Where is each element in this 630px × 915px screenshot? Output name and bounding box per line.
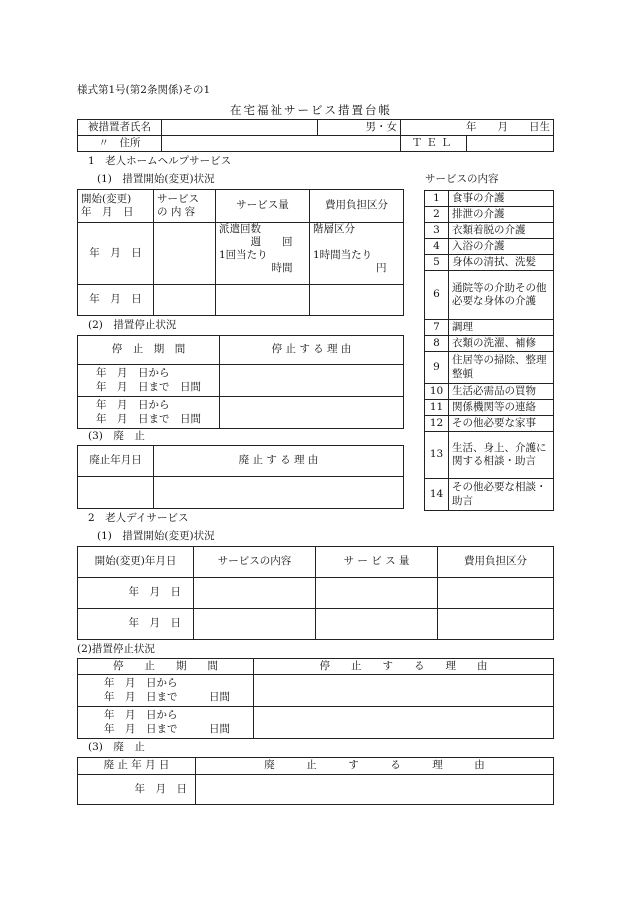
content-cell[interactable] xyxy=(154,223,216,285)
ds-reason-cell-2[interactable] xyxy=(254,707,554,739)
service-no: 2 xyxy=(425,207,449,223)
dayservice-start-table xyxy=(77,546,554,640)
service-item: 衣類の洗濯、補修 xyxy=(449,336,554,352)
ds-abolish-date-cell[interactable]: 年 月 日 xyxy=(78,775,196,805)
service-no: 11 xyxy=(425,400,449,416)
section1-sub2: (2) 措置停止状況 xyxy=(88,319,177,331)
section2-sub3: (3) 廃 止 xyxy=(88,741,145,753)
service-no: 5 xyxy=(425,255,449,271)
service-item: 住居等の掃除、整理整頓 xyxy=(449,352,554,384)
ds-period-header: 停 止 期 間 xyxy=(78,659,254,675)
service-no: 7 xyxy=(425,320,449,336)
service-item: 関係機関等の連絡 xyxy=(449,400,554,416)
ds-cost-cell-2[interactable] xyxy=(438,609,554,640)
ds-cost-header: 費用負担区分 xyxy=(438,547,554,578)
service-no: 3 xyxy=(425,223,449,239)
service-no: 12 xyxy=(425,416,449,432)
ds-start-date-cell[interactable]: 年 月 日 xyxy=(78,578,194,609)
birth-label[interactable]: 年 月 日生 xyxy=(401,120,554,136)
start-date-header: 開始(変更) 年 月 日 xyxy=(78,190,154,223)
service-no: 4 xyxy=(425,239,449,255)
ds-abolish-reason-cell[interactable] xyxy=(196,775,554,805)
service-no: 9 xyxy=(425,352,449,384)
service-item: 身体の清拭、洗髪 xyxy=(449,255,554,271)
ds-amount-cell[interactable] xyxy=(316,578,438,609)
dayservice-abolish-table xyxy=(77,757,554,805)
ds-abolish-date-header: 廃 止 年 月 日 xyxy=(78,758,196,775)
reason-cell[interactable] xyxy=(220,365,404,397)
section1-sub1: (1) 措置開始(変更)状況 xyxy=(97,173,215,185)
ds-amount-header: サ ー ビ ス 量 xyxy=(316,547,438,578)
services-heading: サービスの内容 xyxy=(425,173,499,185)
name-label: 被措置者氏名 xyxy=(78,120,162,136)
services-table xyxy=(424,190,554,511)
address-label: 〃 住所 xyxy=(78,136,162,152)
amount-cell[interactable]: 派遣回数 週 回 1回当たり 時間 xyxy=(216,223,310,285)
sex-label[interactable]: 男・女 xyxy=(318,120,401,136)
service-no: 8 xyxy=(425,336,449,352)
form-header: 様式第1号(第2条関係)その1 xyxy=(77,84,211,96)
ds-content-cell[interactable] xyxy=(194,578,316,609)
section1-sub3: (3) 廃 止 xyxy=(88,430,145,442)
service-no: 14 xyxy=(425,479,449,511)
tel-label: ＴＥＬ xyxy=(401,136,467,152)
amount-header: サービス量 xyxy=(216,190,310,223)
service-item: 通院等の介助その他必要な身体の介護 xyxy=(449,271,554,320)
ds-period-cell[interactable]: 年 月 日から 年 月 日まで 日間 xyxy=(78,675,254,707)
ds-start-header: 開始(変更)年月日 xyxy=(78,547,194,578)
cost-cell-2[interactable] xyxy=(310,285,404,316)
section1-heading: 1 老人ホームヘルプサービス xyxy=(88,155,232,167)
ds-amount-cell-2[interactable] xyxy=(316,609,438,640)
service-item: 排泄の介護 xyxy=(449,207,554,223)
ds-content-cell-2[interactable] xyxy=(194,609,316,640)
ds-abolish-reason-header: 廃 止 す る 理 由 xyxy=(196,758,554,775)
reason-header: 停 止 す る 理 由 xyxy=(220,336,404,365)
section2-heading: 2 老人デイサービス xyxy=(88,512,189,524)
service-item: 生活、身上、介護に関する相談・助言 xyxy=(449,432,554,479)
homehelp-start-table xyxy=(77,189,404,316)
ds-reason-cell[interactable] xyxy=(254,675,554,707)
period-header: 停 止 期 間 xyxy=(78,336,220,365)
content-header: サービス の 内 容 xyxy=(154,190,216,223)
name-field[interactable] xyxy=(162,120,318,136)
recipient-table xyxy=(77,119,554,152)
reason-cell-2[interactable] xyxy=(220,397,404,429)
change-date-cell[interactable]: 年 月 日 xyxy=(78,285,154,316)
service-item: 入浴の介護 xyxy=(449,239,554,255)
dayservice-suspend-table xyxy=(77,658,554,739)
amount-cell-2[interactable] xyxy=(216,285,310,316)
service-item: 調理 xyxy=(449,320,554,336)
service-item: 食事の介護 xyxy=(449,191,554,207)
service-item: 衣類着脱の介護 xyxy=(449,223,554,239)
abolish-date-cell[interactable] xyxy=(78,477,154,509)
tel-field[interactable] xyxy=(467,136,554,152)
cost-cell[interactable]: 階層区分 1時間当たり 円 xyxy=(310,223,404,285)
ds-change-date-cell[interactable]: 年 月 日 xyxy=(78,609,194,640)
service-no: 10 xyxy=(425,384,449,400)
service-item: 生活必需品の買物 xyxy=(449,384,554,400)
homehelp-abolish-table xyxy=(77,445,404,509)
service-item: その他必要な家事 xyxy=(449,416,554,432)
service-item: その他必要な相談・助言 xyxy=(449,479,554,511)
page-title: 在宅福祉サービス措置台帳 xyxy=(230,103,392,117)
homehelp-suspend-table xyxy=(77,335,404,429)
section2-sub1: (1) 措置開始(変更)状況 xyxy=(97,530,215,542)
abolish-reason-cell[interactable] xyxy=(154,477,404,509)
start-date-cell[interactable]: 年 月 日 xyxy=(78,223,154,285)
service-no: 1 xyxy=(425,191,449,207)
ds-cost-cell[interactable] xyxy=(438,578,554,609)
abolish-date-header: 廃止年月日 xyxy=(78,446,154,477)
ds-period-cell-2[interactable]: 年 月 日から 年 月 日まで 日間 xyxy=(78,707,254,739)
content-cell-2[interactable] xyxy=(154,285,216,316)
service-no: 13 xyxy=(425,432,449,479)
period-cell-2[interactable]: 年 月 日から 年 月 日まで 日間 xyxy=(78,397,220,429)
address-field[interactable] xyxy=(162,136,401,152)
period-cell[interactable]: 年 月 日から 年 月 日まで 日間 xyxy=(78,365,220,397)
ds-reason-header: 停 止 す る 理 由 xyxy=(254,659,554,675)
abolish-reason-header: 廃 止 す る 理 由 xyxy=(154,446,404,477)
section2-sub2: (2)措置停止状況 xyxy=(77,643,155,655)
ds-content-header: サービスの内容 xyxy=(194,547,316,578)
cost-header: 費用負担区分 xyxy=(310,190,404,223)
service-no: 6 xyxy=(425,271,449,320)
